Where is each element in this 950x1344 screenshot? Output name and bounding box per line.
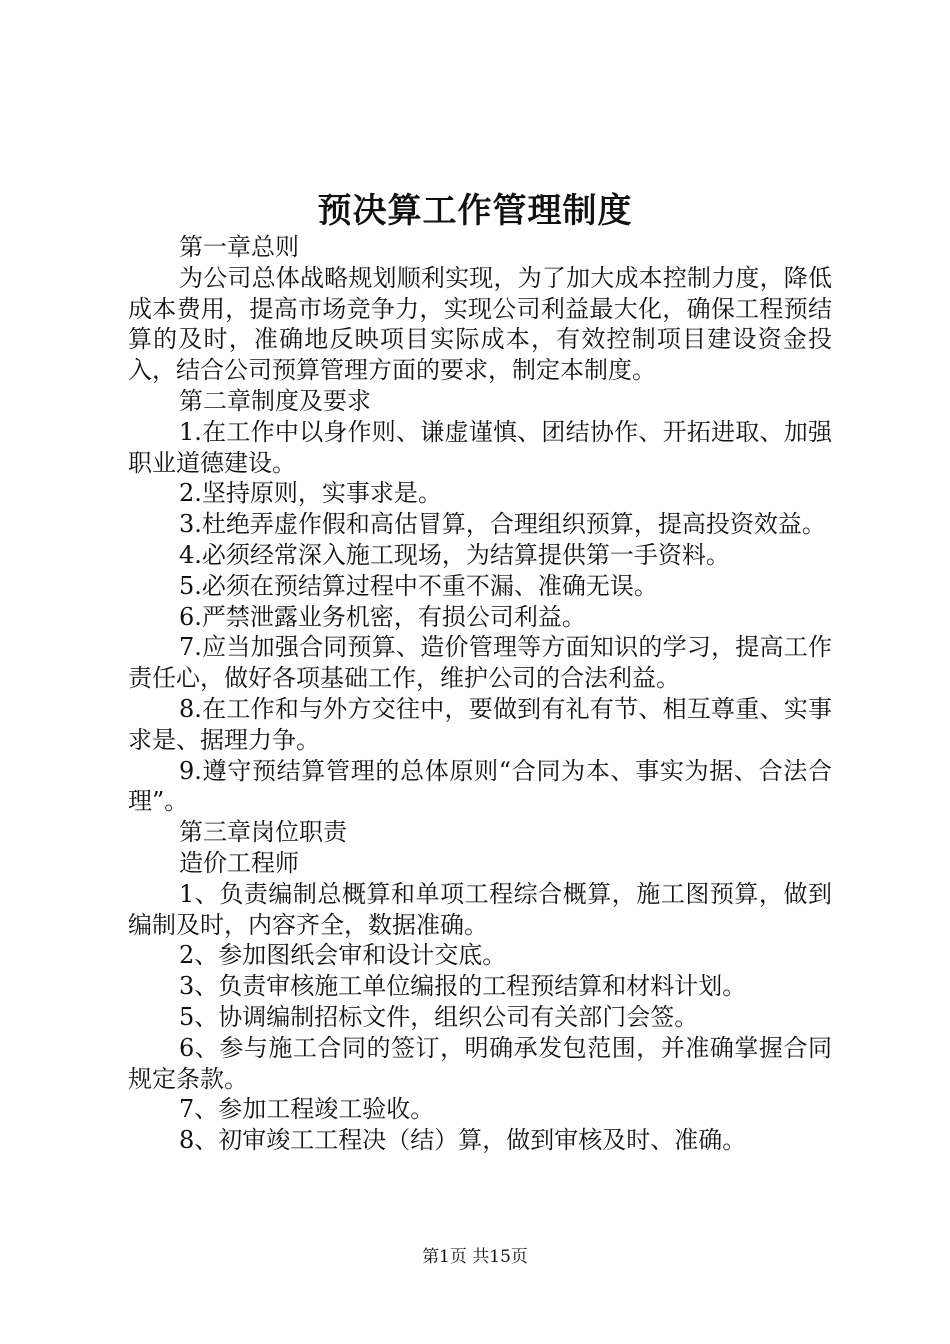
list-item: 5、协调编制招标文件，组织公司有关部门会签。 — [179, 1002, 699, 1031]
list-item: 1.在工作中以身作则、谦虚谨慎、团结协作、开拓进取、加强职业道德建设。 — [128, 417, 832, 477]
list-item: 3、负责审核施工单位编报的工程预结算和材料计划。 — [179, 972, 747, 1001]
chapter-heading: 第一章总则 — [179, 233, 299, 261]
list-item: 7.应当加强合同预算、造价管理等方面知识的学习，提高工作责任心，做好各项基础工作，维护公司的合法利益。 — [128, 633, 832, 693]
list-item: 7、参加工程竣工验收。 — [179, 1095, 435, 1124]
list-item: 9.遵守预结算管理的总体原则“合同为本、事实为据、合法合理”。 — [128, 756, 832, 816]
list-item: 6、参与施工合同的签订，明确承发包范围，并准确掌握合同规定条款。 — [128, 1033, 832, 1093]
list-item: 2.坚持原则，实事求是。 — [179, 479, 442, 508]
document-title: 预决算工作管理制度 — [317, 191, 633, 231]
list-item: 8、初审竣工工程决（结）算，做到审核及时、准确。 — [179, 1126, 747, 1155]
list-item: 6.严禁泄露业务机密，有损公司利益。 — [179, 602, 586, 631]
page-number-footer: 第1页 共15页 — [422, 1247, 528, 1267]
list-item: 5.必须在预结算过程中不重不漏、准确无误。 — [179, 571, 658, 600]
list-item: 2、参加图纸会审和设计交底。 — [179, 941, 507, 970]
list-item: 4.必须经常深入施工现场，为结算提供第一手资料。 — [179, 540, 730, 569]
chapter-heading: 第二章制度及要求 — [179, 386, 371, 415]
paragraph: 为公司总体战略规划顺利实现，为了加大成本控制力度，降低成本费用，提高市场竞争力，实现公司利益最大化，确保工程预结算的及时，准确地反映项目实际成本，有效控制项目建设资金投入，结合公司预算管理方面的要求，制定本制度。 — [128, 263, 832, 385]
list-item: 1、负责编制总概算和单项工程综合概算，施工图预算，做到编制及时，内容齐全，数据准确。 — [128, 879, 832, 939]
section-heading: 造价工程师 — [179, 848, 299, 877]
list-item: 8.在工作和与外方交往中，要做到有礼有节、相互尊重、实事求是、据理力争。 — [128, 694, 832, 754]
chapter-heading: 第三章岗位职责 — [179, 818, 347, 847]
document-body — [128, 232, 832, 1156]
list-item: 3.杜绝弄虚作假和高估冒算，合理组织预算，提高投资效益。 — [179, 510, 826, 539]
